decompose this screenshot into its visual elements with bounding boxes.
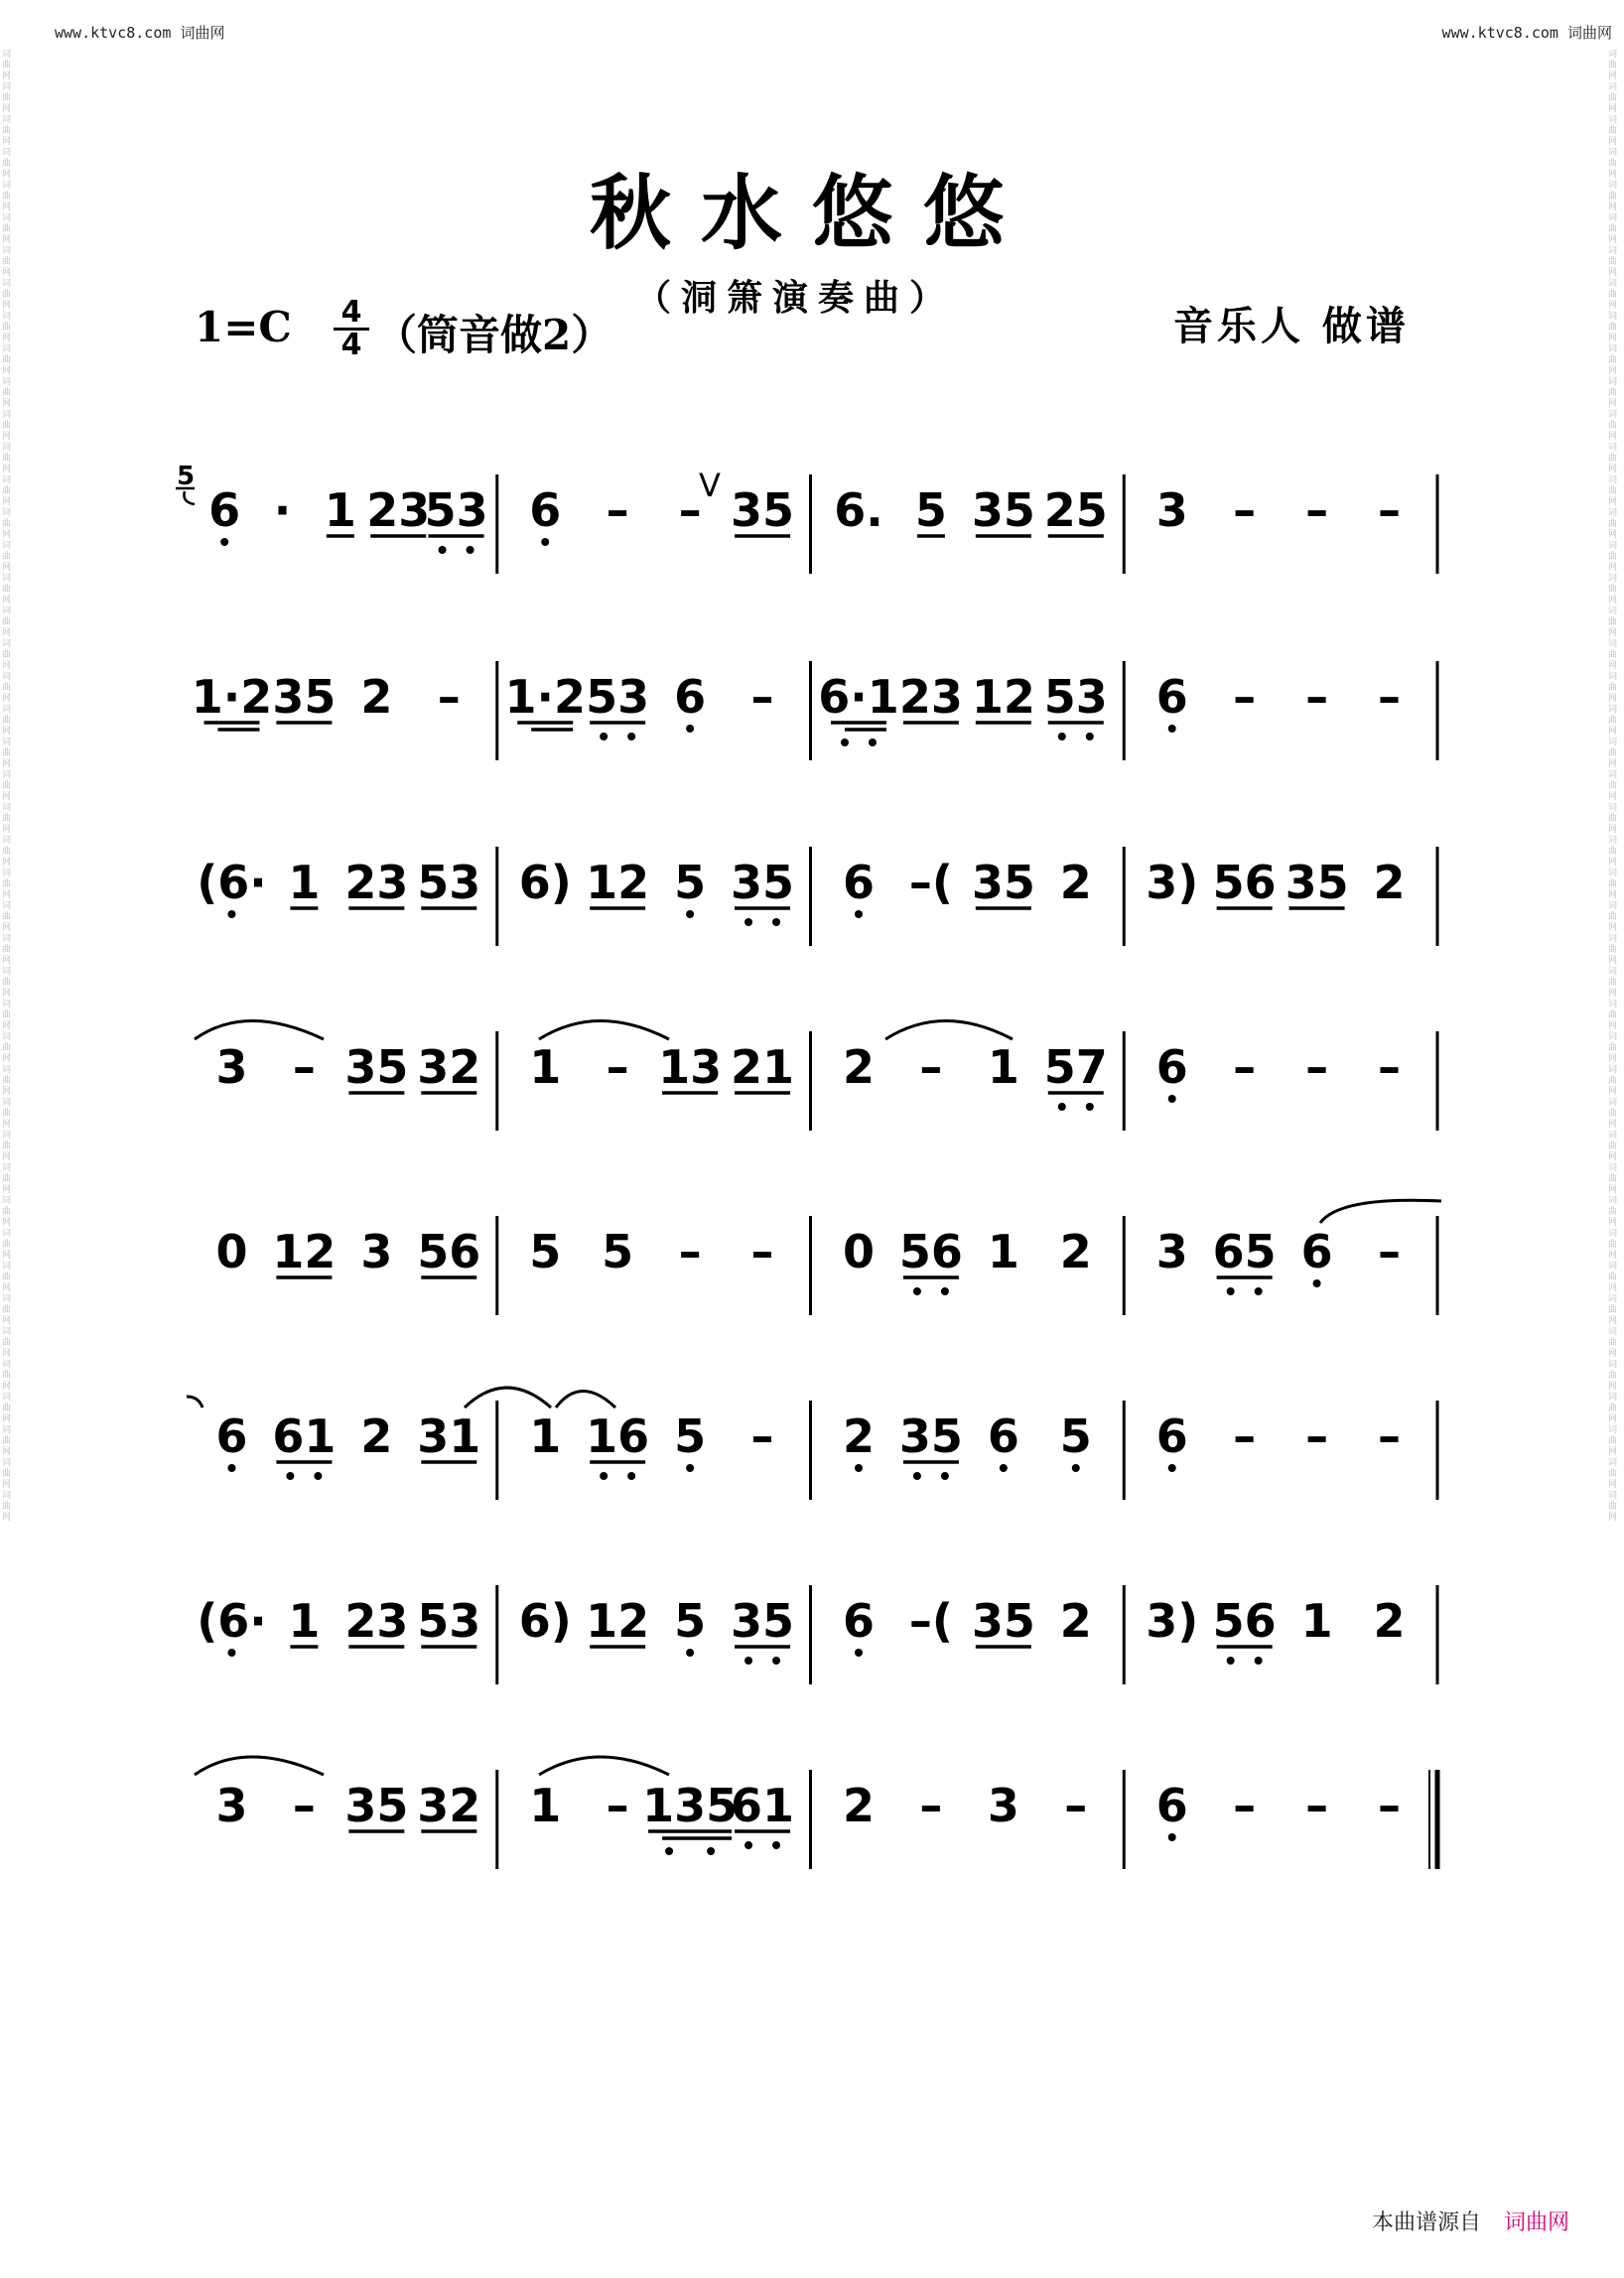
measure	[529, 1770, 810, 1869]
score-line	[215, 1401, 1437, 1500]
dash: –	[1305, 670, 1329, 724]
note: (6·	[197, 856, 267, 909]
dash: –	[1378, 1779, 1402, 1832]
dash: –	[919, 1040, 943, 1094]
dash: –(	[908, 1594, 953, 1648]
note: 56	[1212, 856, 1277, 909]
dash: –	[292, 1040, 316, 1094]
note: 25	[1043, 483, 1108, 537]
dash: –(	[908, 856, 953, 909]
low-octave-dot	[1086, 733, 1094, 740]
note: 5	[602, 1225, 634, 1278]
footer	[1372, 2206, 1569, 2236]
slur	[556, 1392, 615, 1408]
slur	[195, 1021, 324, 1040]
note: 0	[842, 1225, 875, 1278]
slur	[465, 1388, 551, 1407]
note: 13	[658, 1040, 723, 1094]
note: 2	[1373, 856, 1406, 909]
score-line	[215, 1770, 1437, 1869]
note: 5	[674, 1409, 707, 1463]
measure	[197, 1585, 497, 1684]
measure	[843, 1031, 1124, 1131]
low-octave-dot	[541, 538, 549, 546]
note: 35	[731, 483, 795, 537]
low-octave-dot	[220, 538, 228, 546]
note: 6	[1155, 1779, 1188, 1832]
page-title: 秋水悠悠	[589, 166, 1034, 261]
note: 2	[1373, 1594, 1406, 1648]
note: 3	[215, 1779, 248, 1832]
header-right-label: 词曲网	[1566, 24, 1612, 42]
note: 32	[417, 1040, 481, 1094]
note: 6)	[518, 1594, 572, 1648]
dash: –	[678, 1225, 702, 1278]
measure	[843, 1216, 1124, 1315]
measure	[1156, 1216, 1437, 1315]
note: 6	[1155, 670, 1188, 724]
dash: –	[1233, 483, 1257, 537]
note: 6	[1300, 1225, 1333, 1278]
low-octave-dot	[286, 1472, 294, 1480]
note: 6	[215, 1409, 248, 1463]
dash: –	[1233, 1040, 1257, 1094]
low-octave-dot	[913, 1472, 921, 1480]
low-octave-dot	[744, 1841, 752, 1849]
low-octave-dot	[1058, 1103, 1066, 1111]
dash: –	[1378, 670, 1402, 724]
measure	[197, 847, 497, 946]
low-octave-dot	[869, 738, 877, 746]
note: 35	[344, 1779, 409, 1832]
note: 1	[288, 1594, 321, 1648]
score-line	[197, 1585, 1437, 1684]
note: 53	[417, 1594, 481, 1648]
measure	[1146, 1585, 1437, 1684]
watermark-edge-right: 词曲网词曲网词曲网词曲网词曲网词曲网词曲网词曲网词曲网词曲网词曲网词曲网词曲网词曲网词曲网词曲网词曲网词曲网词曲网词曲网词曲网词曲网词曲网词曲网词曲网词曲网词曲网词曲网词曲网词曲网词曲网词曲网词曲网词曲网词曲网词曲网词曲网词曲网词曲网词曲网词曲网词曲网词曲网词曲网词曲网	[1608, 50, 1618, 1523]
dash: –	[1233, 670, 1257, 724]
measure	[1156, 1401, 1437, 1500]
low-octave-dot	[841, 738, 849, 746]
low-octave-dot	[1168, 1833, 1176, 1841]
low-octave-dot	[772, 918, 780, 926]
measure	[843, 1401, 1124, 1500]
measure	[818, 661, 1124, 760]
note: 6	[842, 856, 875, 909]
score-line	[197, 847, 1437, 946]
note: 35	[272, 670, 337, 724]
note: 1	[987, 1040, 1019, 1094]
low-octave-dot	[1227, 1287, 1235, 1295]
note: 2	[1059, 1594, 1092, 1648]
measure	[1156, 1770, 1437, 1869]
note: 35	[731, 856, 795, 909]
measure	[529, 474, 810, 574]
note: 2	[842, 1409, 875, 1463]
key-signature: 1=C	[195, 303, 292, 351]
note: 6	[987, 1409, 1019, 1463]
note: 35	[731, 1594, 795, 1648]
instrument-note: （筒音做2）	[375, 311, 613, 359]
note: 3)	[1146, 1594, 1199, 1648]
measure	[843, 1770, 1124, 1869]
note: 56	[417, 1225, 481, 1278]
note: 32	[417, 1779, 481, 1832]
measure	[1156, 474, 1437, 574]
low-octave-dot	[941, 1287, 949, 1295]
low-octave-dot	[1255, 1287, 1263, 1295]
low-octave-dot	[1168, 1464, 1176, 1472]
measure	[1156, 1031, 1437, 1131]
measure	[529, 1031, 810, 1131]
low-octave-dot	[686, 910, 694, 918]
note: 2	[360, 1409, 393, 1463]
dash: –	[606, 1040, 629, 1094]
note: 3	[1155, 1225, 1188, 1278]
grace-note: 5	[177, 462, 196, 491]
note: 35	[971, 483, 1035, 537]
footer-site-link[interactable]: 词曲网	[1504, 2211, 1570, 2235]
low-octave-dot	[686, 1464, 694, 1472]
note: 53	[424, 483, 488, 537]
measure	[215, 1031, 496, 1131]
score-line	[192, 661, 1437, 760]
dash: –	[1378, 1040, 1402, 1094]
dash: –	[1305, 1409, 1329, 1463]
low-octave-dot	[1058, 733, 1066, 740]
note: 35	[898, 1409, 963, 1463]
note: 5	[529, 1225, 562, 1278]
dash: –	[437, 670, 461, 724]
dash: –	[1233, 1779, 1257, 1832]
measure	[529, 1216, 810, 1315]
note: 0	[215, 1225, 248, 1278]
low-octave-dot	[1313, 1279, 1321, 1287]
score-line	[208, 474, 1437, 574]
measure	[215, 1770, 496, 1869]
note: 21	[731, 1040, 795, 1094]
note: 5	[674, 1594, 707, 1648]
note: 57	[1043, 1040, 1108, 1094]
note: 5	[914, 483, 947, 537]
low-octave-dot	[855, 1649, 863, 1657]
low-octave-dot	[227, 1464, 235, 1472]
low-octave-dot	[707, 1847, 715, 1855]
measure	[529, 1401, 810, 1500]
note: 23	[344, 856, 409, 909]
low-octave-dot	[627, 733, 635, 740]
low-octave-dot	[1086, 1103, 1094, 1111]
low-octave-dot	[1168, 1095, 1176, 1103]
note: 56	[1212, 1594, 1277, 1648]
header-right-url: www.ktvc8.com	[1441, 24, 1558, 42]
slur	[539, 1757, 669, 1775]
measure	[519, 847, 811, 946]
note: 65	[1212, 1225, 1277, 1278]
low-octave-dot	[600, 1472, 608, 1480]
note: 16	[586, 1409, 650, 1463]
slur	[539, 1021, 669, 1040]
note: 23	[898, 670, 963, 724]
note: 35	[1285, 856, 1349, 909]
watermark-edge-left: 词曲网词曲网词曲网词曲网词曲网词曲网词曲网词曲网词曲网词曲网词曲网词曲网词曲网词曲网词曲网词曲网词曲网词曲网词曲网词曲网词曲网词曲网词曲网词曲网词曲网词曲网词曲网词曲网词曲网词曲网词曲网词曲网词曲网词曲网词曲网词曲网词曲网词曲网词曲网词曲网词曲网词曲网词曲网词曲网词曲网	[2, 50, 12, 1523]
note: 31	[417, 1409, 481, 1463]
note: 3	[360, 1225, 393, 1278]
low-octave-dot	[772, 1841, 780, 1849]
measure	[834, 474, 1124, 574]
low-octave-dot	[744, 1657, 752, 1665]
note: 35	[344, 1040, 409, 1094]
note: 1	[324, 483, 356, 537]
slur	[195, 1757, 324, 1775]
low-octave-dot	[855, 1464, 863, 1472]
measure	[192, 661, 497, 760]
note: 23	[366, 483, 431, 537]
note: 6	[842, 1594, 875, 1648]
measure	[208, 474, 497, 574]
dash: –	[1305, 1779, 1329, 1832]
note: 61	[731, 1779, 795, 1832]
dash: –	[750, 1225, 774, 1278]
low-octave-dot	[467, 546, 474, 554]
footer-source-text: 本曲谱源自	[1372, 2211, 1482, 2235]
note: (6·	[197, 1594, 267, 1648]
note: 61	[272, 1409, 337, 1463]
note: 2	[1059, 1225, 1092, 1278]
note: 6.	[834, 483, 883, 537]
dash: –	[606, 483, 629, 537]
note: 1·2	[504, 670, 586, 724]
measure	[519, 1585, 811, 1684]
dash: –	[750, 1409, 774, 1463]
score-line	[215, 1216, 1437, 1315]
note: 6	[674, 670, 707, 724]
note: 2	[842, 1779, 875, 1832]
low-octave-dot	[627, 1472, 635, 1480]
note: 5	[674, 856, 707, 909]
low-octave-dot	[855, 910, 863, 918]
note: 3	[1155, 483, 1188, 537]
note: 6·1	[818, 670, 899, 724]
low-octave-dot	[227, 1649, 235, 1657]
dash: –	[1064, 1779, 1088, 1832]
score-line	[215, 1031, 1437, 1131]
header-left-label: 词曲网	[180, 24, 225, 42]
note: 56	[898, 1225, 963, 1278]
note: 2	[1059, 856, 1092, 909]
slur	[187, 1397, 203, 1407]
author: 音乐人 做谱	[1173, 303, 1410, 349]
measure	[215, 1401, 496, 1500]
low-octave-dot	[600, 733, 608, 740]
low-octave-dot	[665, 1847, 673, 1855]
low-octave-dot	[1168, 725, 1176, 733]
note: 2	[360, 670, 393, 724]
low-octave-dot	[772, 1657, 780, 1665]
slur	[885, 1021, 1013, 1040]
note: 3)	[1146, 856, 1199, 909]
note: 3	[215, 1040, 248, 1094]
note: 5	[1059, 1409, 1092, 1463]
dash: –	[1378, 1225, 1402, 1278]
measure	[843, 1585, 1124, 1684]
breath-mark: V	[699, 467, 721, 504]
dash: –	[292, 1779, 316, 1832]
low-octave-dot	[1227, 1657, 1235, 1665]
measure	[504, 661, 810, 760]
low-octave-dot	[686, 1649, 694, 1657]
note: ·	[273, 483, 292, 537]
dash: –	[919, 1779, 943, 1832]
dash: –	[1378, 1409, 1402, 1463]
low-octave-dot	[227, 910, 235, 918]
note: 3	[987, 1779, 1019, 1832]
low-octave-dot	[744, 918, 752, 926]
dash: –	[606, 1779, 629, 1832]
note: 12	[586, 856, 650, 909]
note: 6)	[518, 856, 572, 909]
low-octave-dot	[439, 546, 447, 554]
dash: –	[1378, 483, 1402, 537]
note: 1	[529, 1409, 562, 1463]
low-octave-dot	[314, 1472, 322, 1480]
note: 53	[586, 670, 650, 724]
dash: –	[1233, 1409, 1257, 1463]
note: 1	[1300, 1594, 1333, 1648]
note: 6	[1155, 1409, 1188, 1463]
note: 35	[971, 856, 1035, 909]
note: 6	[1155, 1040, 1188, 1094]
measure	[1156, 661, 1437, 760]
header-left-url: www.ktvc8.com	[55, 24, 172, 42]
low-octave-dot	[1255, 1657, 1263, 1665]
note: 1·2	[191, 670, 273, 724]
note: 1	[288, 856, 321, 909]
subtitle: （洞箫演奏曲）	[635, 277, 956, 319]
note: 1	[529, 1040, 562, 1094]
measure	[1146, 847, 1437, 946]
note: 53	[417, 856, 481, 909]
grace-note-hook	[184, 491, 195, 504]
low-octave-dot	[913, 1287, 921, 1295]
note: 23	[344, 1594, 409, 1648]
note: 135	[642, 1779, 739, 1832]
low-octave-dot	[1072, 1464, 1080, 1472]
note: 35	[971, 1594, 1035, 1648]
note: 2	[842, 1040, 875, 1094]
measure	[843, 847, 1124, 946]
dash: –	[1305, 483, 1329, 537]
dash: –	[678, 483, 702, 537]
note: 12	[586, 1594, 650, 1648]
measure	[215, 1216, 496, 1315]
slur	[1320, 1200, 1441, 1223]
dash: –	[750, 670, 774, 724]
note: 12	[272, 1225, 337, 1278]
note: 6	[208, 483, 241, 537]
note: 6	[529, 483, 562, 537]
low-octave-dot	[686, 725, 694, 733]
note: 1	[529, 1779, 562, 1832]
time-signature-bottom: 4	[340, 328, 362, 362]
note: 12	[971, 670, 1035, 724]
note: 1	[987, 1225, 1019, 1278]
dash: –	[1305, 1040, 1329, 1094]
low-octave-dot	[1000, 1464, 1008, 1472]
note: 53	[1043, 670, 1108, 724]
time-signature-top: 4	[334, 298, 369, 331]
low-octave-dot	[941, 1472, 949, 1480]
